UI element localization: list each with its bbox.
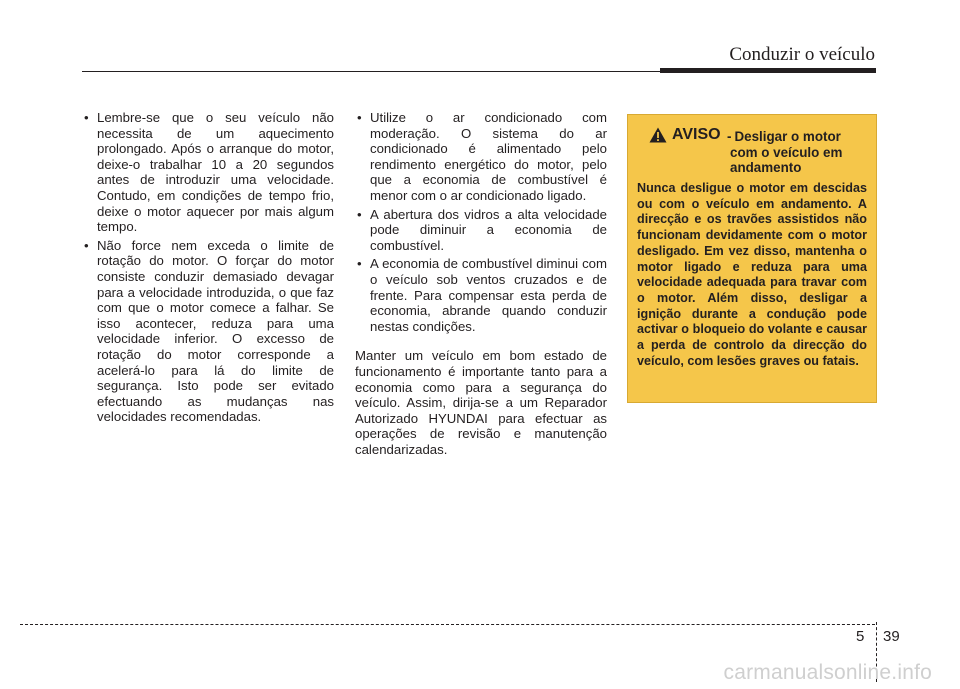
footer-chapter-number: 5 [856, 628, 865, 645]
warning-title-line3: andamento [730, 160, 802, 175]
warning-title [727, 129, 867, 176]
list-item [355, 110, 607, 204]
bullet-text: A abertura dos vidros a alta velocidade pode diminuir a economia de combustível. [370, 206, 607, 253]
maintenance-paragraph: Manter um veículo em bom estado de funcionamento é importante tanto para a economia como para a segurança do veículo. Assim, dirija-se a um Reparador Autorizado HYUNDAI para efectuar as operações de revisão e manutenção calendarizadas. [355, 348, 607, 457]
bullet-text: Não force nem exceda o limite de rotação do motor. O forçar do motor consiste conduzir demasiado devagar para a velocidade introduzida, o que faz com que o motor comece a falhar. Se isso acontecer, reduza para uma velocidade inferior. O excesso de rotação do motor corresponde a acelerá-lo para lá do limite de segurança. Isto pode ser evitado efectuando as mudanças nas velocidades recomendadas. [97, 237, 334, 425]
middle-bullet-list [355, 110, 607, 334]
header-rule-thin [82, 71, 662, 72]
warning-body: Nunca desligue o motor em descidas ou com o veículo em andamento. A direcção e os travões assistidos não funcionam devidamente com o motor desligado. Em vez disso, mantenha o motor ligado e reduza para uma velocidade adequada para travar com o motor. Além disso, desligar a ignição durante a condução pode activar o bloqueio do volante e causar a perda de controlo da direcção do veículo, com lesões graves ou fatais. [637, 181, 867, 368]
middle-column [355, 110, 607, 457]
bullet-icon: • [84, 237, 89, 253]
bullet-icon: • [357, 256, 362, 272]
list-item [355, 256, 607, 334]
left-column [82, 110, 334, 428]
warning-title-line1: Desligar o motor [734, 129, 841, 144]
page-header-title: Conduzir o veículo [729, 44, 875, 65]
watermark-text: carmanualsonline.info [723, 661, 932, 684]
warning-title-line2: com o veículo em [730, 144, 843, 160]
warning-label: AVISO [672, 126, 721, 143]
warning-header [637, 125, 867, 181]
bullet-icon: • [84, 110, 89, 125]
list-item [82, 110, 334, 235]
header-rule-thick [660, 68, 876, 73]
bullet-icon: • [357, 110, 362, 125]
list-item [355, 207, 607, 254]
bullet-text: Lembre-se que o seu veículo não necessita de um aquecimento prolongado. Após o arranque do motor, deixe-o trabalhar 10 a 20 segundos antes de introduzir uma velocidade. Contudo, em condições de tempo frio, deixe o motor aquecer por mais algum tempo. [97, 110, 334, 235]
bullet-text: A economia de combustível diminui com o veículo sob ventos cruzados e de frente. Para compensar esta perda de economia, abrande quando conduzir nestas condições. [370, 256, 607, 334]
warning-box [627, 114, 877, 403]
footer-dashed-rule [20, 624, 875, 625]
bullet-text: Utilize o ar condicionado com moderação. O sistema do ar condicionado é alimentado pelo rendimento energético do motor, pelo que a economia de combustível é menor com o ar condicionado ligado. [370, 110, 607, 203]
footer-page-number: 39 [883, 628, 900, 645]
list-item [82, 238, 334, 425]
bullet-icon: • [357, 206, 362, 222]
warning-dash: - [727, 129, 732, 144]
left-bullet-list [82, 110, 334, 425]
warning-triangle-icon [649, 127, 667, 143]
